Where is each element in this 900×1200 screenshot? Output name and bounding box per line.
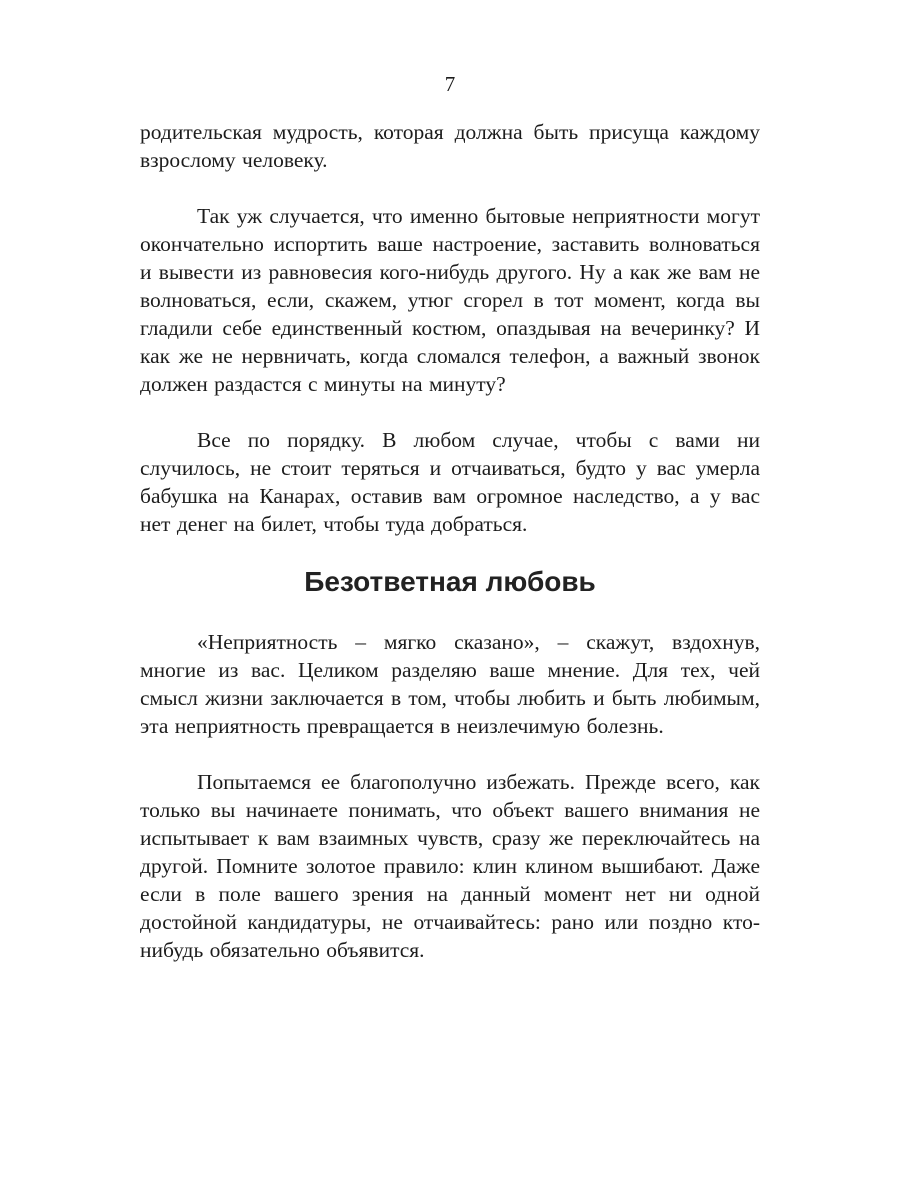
paragraph-continuation: родительская мудрость, которая должна быть присуща каждому взрослому человеку. — [140, 120, 760, 172]
paragraph: «Неприятность – мягко сказано», – скажут, вздохнув, многие из вас. Целиком разделяю ваше мнение. Для тех, чей смысл жизни заключается в том, чтобы любить и быть любимым, эта неприятность превращается в неизлечимую болезнь. — [140, 630, 760, 738]
paragraph: Все по порядку. В любом случае, чтобы с вами ни случилось, не стоит теряться и отчаиваться, будто у вас умерла бабушка на Канарах, оставив вам огромное наследство, а у вас нет денег на билет, чтобы туда добраться. — [140, 428, 760, 536]
paragraph: Попытаемся ее благополучно избежать. Прежде всего, как только вы начинаете понимать, что объект вашего внимания не испытывает к вам взаимных чувств, сразу же переключайтесь на другой. Помните золотое правило: клин клином вышибают. Даже если в поле вашего зрения на данный момент нет ни одной достойной кандидатуры, не отчаивайтесь: рано или поздно кто-нибудь обязательно объявится. — [140, 770, 760, 962]
text-block — [140, 118, 760, 964]
paragraph: Так уж случается, что именно бытовые неприятности могут окончательно испортить ваше настроение, заставить волноваться и вывести из равновесия кого-нибудь другого. Ну а как же вам не волноваться, если, скажем, утюг сгорел в тот момент, когда вы гладили себе единственный костюм, опаздывая на вечеринку? И как же не нервничать, когда сломался телефон, а важный звонок должен раздастся с минуты на минуту? — [140, 204, 760, 396]
page-number: 7 — [444, 72, 456, 96]
section-heading: Безответная любовь — [304, 566, 596, 597]
